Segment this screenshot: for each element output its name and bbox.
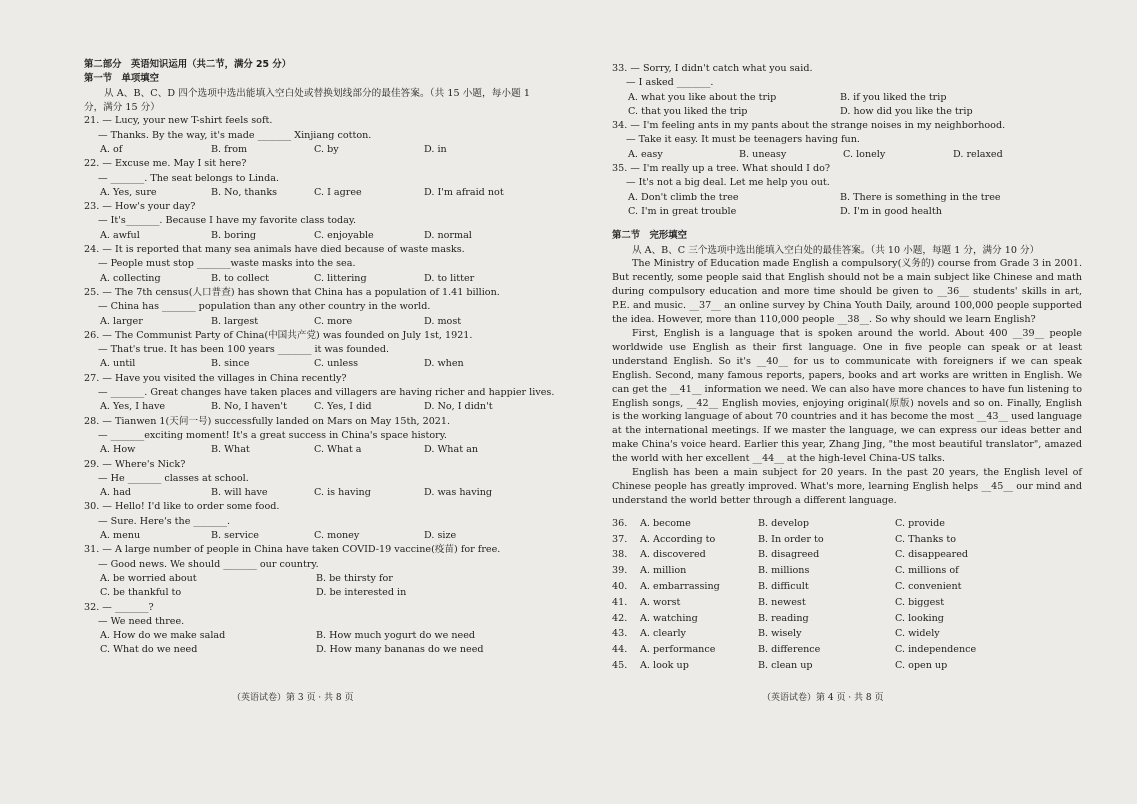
question-34: 34. — I'm feeling ants in my pants about the strange noises in my neighborhood. — Take it easy. It must be teenagers having fun. A. easy B. uneasy C. lonely D. relaxed <box>612 119 1082 162</box>
option-c[interactable]: C. unless <box>314 358 359 370</box>
instructions: 从 A、B、C、D 四个选项中选出能填入空白处或替换划线部分的最佳答案。（共 15 小题，每小题 1 分，满分 15 分） <box>84 87 530 113</box>
option-b[interactable]: B. clean up <box>758 659 813 671</box>
question-31: 31. — A large number of people in China have taken COVID-19 vaccine(疫苗) for free. — Good news. We should _______ our country. A. be worried about B. be thirsty for C. be thankful to D. be interested in <box>84 543 530 600</box>
option-d[interactable]: D. I'm afraid not <box>424 186 504 198</box>
question-32: 32. — _______? — We need three. A. How do we make salad B. How much yogurt do we need C. What do we need D. How many bananas do we need <box>84 601 530 658</box>
cloze-option-row <box>612 642 1082 658</box>
option-a[interactable]: A. million <box>640 565 687 577</box>
option-a[interactable]: A. look up <box>640 659 689 671</box>
cloze-paragraph-1: The Ministry of Education made English a compulsory(义务的) course from Grade 3 in 2001. But recently, some people said that English should not be a main subject like Chinese and math during compulsory education and more time should be given to __36__ students' skills in art, P.E. and music. __37__ an online survey by China Youth Daily, around 100,000 people supported the idea. However, more than 110,000 people __38__. So why should we learn English? <box>612 258 1082 326</box>
option-c[interactable]: C. enjoyable <box>314 229 374 241</box>
option-c[interactable]: C. more <box>314 315 353 327</box>
option-a[interactable]: A. what you like about the trip <box>628 91 777 103</box>
question-number: 44. <box>612 644 628 656</box>
option-a[interactable]: A. Yes, sure <box>100 186 157 198</box>
question-30: 30. — Hello! I'd like to order some food. — Sure. Here's the _______. A. menu B. service C. money D. size <box>84 500 530 543</box>
option-b[interactable]: B. since <box>211 358 250 370</box>
option-a[interactable]: A. had <box>100 487 132 499</box>
cloze-paragraph-2: First, English is a language that is spoken around the world. About 400 __39__ people worldwide use English as their first language. One in five people can speak or at least understand English. So it's __40__ for us to communicate with foreigners if we can speak English. Second, many famous reports, papers, books and art works are written in English. We can get the __41__ information we need. We can also have more chances to have fun listening to English songs, __42__ English movies, enjoying original(原版) novels and so on. Finally, English is the working language of about 70 countries and it has become the most __43__ used language at the international meetings. If we master the language, we can express our ideas better and make China's voice heard. Earlier this year, Zhang Jing, "the most beautiful translator", amazed the world with her excellent __44__ at the high-level China-US talks. <box>612 328 1082 465</box>
option-c[interactable]: C. Thanks to <box>895 533 956 545</box>
question-number: 37. <box>612 533 628 545</box>
question-23: 23. — How's your day? — It's_______. Because I have my favorite class today. A. awful B. boring C. enjoyable D. normal <box>84 200 530 243</box>
option-a[interactable]: A. Don't climb the tree <box>628 191 739 203</box>
option-d[interactable]: D. to litter <box>424 272 475 284</box>
option-b[interactable]: B. to collect <box>211 272 270 284</box>
section-title: 第二部分 英语知识运用（共二节，满分 25 分） <box>84 59 292 70</box>
subsection-title: 第一节 单项填空 <box>84 73 160 85</box>
question-number: 38. <box>612 549 628 561</box>
option-b[interactable]: B. difference <box>758 644 821 656</box>
option-d[interactable]: D. size <box>424 530 457 542</box>
option-d[interactable]: D. relaxed <box>953 148 1003 160</box>
option-a[interactable]: A. easy <box>628 148 663 160</box>
option-c[interactable]: C. open up <box>895 659 948 671</box>
option-b[interactable]: B. largest <box>211 315 259 327</box>
option-d[interactable]: D. How many bananas do we need <box>316 644 484 656</box>
option-a[interactable]: A. embarrassing <box>640 580 720 592</box>
option-c[interactable]: C. disappeared <box>895 549 969 561</box>
option-a[interactable]: A. until <box>100 358 136 370</box>
question-22: 22. — Excuse me. May I sit here? — _______. The seat belongs to Linda. A. Yes, sure B. No, thanks C. I agree D. I'm afraid not <box>84 157 530 200</box>
option-b[interactable]: B. reading <box>758 612 809 624</box>
question-number: 42. <box>612 612 628 624</box>
right-column <box>612 62 1082 674</box>
option-d[interactable]: D. I'm in good health <box>840 205 942 217</box>
question-number: 39. <box>612 565 628 577</box>
option-d[interactable]: D. be interested in <box>316 587 407 599</box>
cloze-option-row <box>612 658 1082 674</box>
option-b[interactable]: B. wisely <box>758 628 802 640</box>
option-c[interactable]: C. littering <box>314 272 367 284</box>
option-b[interactable]: B. difficult <box>758 580 809 592</box>
option-d[interactable]: D. What an <box>424 444 479 456</box>
option-b[interactable]: B. No, thanks <box>211 186 278 198</box>
option-d[interactable]: D. in <box>424 144 447 155</box>
option-c[interactable]: C. looking <box>895 612 944 624</box>
cloze-option-row <box>612 563 1082 579</box>
cloze-instructions: 从 A、B、C 三个选项中选出能填入空白处的最佳答案。（共 10 小题，每题 1 分，满分 10 分） <box>632 244 1040 256</box>
option-a[interactable]: A. worst <box>640 596 681 608</box>
cloze-option-row <box>612 595 1082 611</box>
left-column <box>84 58 555 658</box>
option-b[interactable]: B. if you liked the trip <box>840 91 947 103</box>
page-footer-right: （英语试卷）第 4 页 · 共 8 页 <box>762 693 884 703</box>
option-a[interactable]: A. collecting <box>100 272 161 284</box>
option-c[interactable]: C. provide <box>895 517 945 529</box>
question-number: 36. <box>612 517 628 529</box>
option-a[interactable]: A. become <box>640 517 691 529</box>
option-d[interactable]: D. was having <box>424 487 493 499</box>
option-b[interactable]: B. What <box>211 444 250 456</box>
question-29: 29. — Where's Nick? — He _______ classes at school. A. had B. will have C. is having D. was having <box>84 458 530 501</box>
option-b[interactable]: B. In order to <box>758 533 824 545</box>
question-28: 28. — Tianwen 1(天问一号) successfully landed on Mars on May 15th, 2021. — _______exciting moment! It's a great success in China's space history. A. How B. What C. What a D. What an <box>84 415 530 458</box>
option-b[interactable]: B. uneasy <box>739 148 787 160</box>
option-a[interactable]: A. be worried about <box>100 572 197 584</box>
cloze-options <box>612 516 1082 674</box>
option-c[interactable]: C. by <box>314 144 339 155</box>
option-d[interactable]: D. No, I didn't <box>424 401 493 413</box>
option-c[interactable]: C. biggest <box>895 596 945 608</box>
option-c[interactable]: C. money <box>314 530 360 542</box>
option-d[interactable]: D. how did you like the trip <box>840 105 973 117</box>
option-c[interactable]: C. widely <box>895 628 940 640</box>
option-c[interactable]: C. convenient <box>895 580 962 592</box>
question-26: 26. — The Communist Party of China(中国共产党) was founded on July 1st, 1921. — That's true. It has been 100 years _______ it was founded. A. until B. since C. unless D. when <box>84 329 530 372</box>
subsection-title-cloze: 第二节 完形填空 <box>612 230 688 242</box>
option-c[interactable]: C. be thankful to <box>100 587 182 599</box>
question-35: 35. — I'm really up a tree. What should I do? — It's not a big deal. Let me help you out. A. Don't climb the tree B. There is something in the tree C. I'm in great trouble D. I'm in good health <box>612 162 1082 219</box>
option-a[interactable]: A. menu <box>100 530 141 542</box>
option-b[interactable]: B. will have <box>211 487 268 499</box>
option-b[interactable]: B. service <box>211 530 259 542</box>
question-21: 21. — Lucy, your new T-shirt feels soft. — Thanks. By the way, it's made _______ Xinjiang cotton. A. of B. from C. by D. in <box>84 114 530 157</box>
page-footer-left: （英语试卷）第 3 页 · 共 8 页 <box>232 693 354 703</box>
option-a[interactable]: A. How do we make salad <box>100 630 226 642</box>
question-27: 27. — Have you visited the villages in China recently? — _______. Great changes have taken places and villagers are having richer and happier lives. A. Yes, I have B. No, I haven't C. Yes, I did D. No, I didn't <box>84 372 530 415</box>
question-number: 40. <box>612 580 628 592</box>
option-b[interactable]: B. millions <box>758 565 810 577</box>
cloze-paragraph-3: English has been a main subject for 20 years. In the past 20 years, the English level of Chinese people has greatly improved. What's more, learning English helps __45__ our mind and understand the world better through a different language. <box>612 467 1082 506</box>
option-c[interactable]: C. What do we need <box>100 644 198 656</box>
option-b[interactable]: B. disagreed <box>758 549 820 561</box>
option-d[interactable]: D. when <box>424 358 464 370</box>
option-b[interactable]: B. No, I haven't <box>211 401 287 413</box>
option-a[interactable]: A. larger <box>100 315 143 327</box>
option-c[interactable]: C. lonely <box>843 148 886 160</box>
option-b[interactable]: B. be thirsty for <box>316 572 393 584</box>
option-a[interactable]: A. Yes, I have <box>100 401 166 413</box>
question-number: 45. <box>612 659 628 671</box>
option-d[interactable]: D. most <box>424 315 462 327</box>
option-a[interactable]: A. discovered <box>640 549 706 561</box>
question-24: 24. — It is reported that many sea animals have died because of waste masks. — People must stop _______waste masks into the sea. A. collecting B. to collect C. littering D. to litter <box>84 243 530 286</box>
option-b[interactable]: B. How much yogurt do we need <box>316 630 476 642</box>
cloze-option-row <box>612 611 1082 627</box>
option-a[interactable]: A. How <box>100 444 136 456</box>
option-c[interactable]: C. What a <box>314 444 362 456</box>
cloze-option-row <box>612 547 1082 563</box>
question-number: 41. <box>612 596 628 608</box>
cloze-option-row <box>612 532 1082 548</box>
option-b[interactable]: B. There is something in the tree <box>840 191 1001 203</box>
option-c[interactable]: C. that you liked the trip <box>628 105 748 117</box>
option-c[interactable]: C. Yes, I did <box>314 401 372 413</box>
option-a[interactable]: A. watching <box>640 612 698 624</box>
option-d[interactable]: D. normal <box>424 229 472 241</box>
question-number: 43. <box>612 628 628 640</box>
option-c[interactable]: C. independence <box>895 644 977 656</box>
option-c[interactable]: C. is having <box>314 487 371 499</box>
option-a[interactable]: A. clearly <box>640 628 686 640</box>
option-a[interactable]: A. awful <box>100 229 140 241</box>
option-c[interactable]: C. I'm in great trouble <box>628 205 737 217</box>
option-b[interactable]: B. boring <box>211 229 257 241</box>
cloze-option-row <box>612 626 1082 642</box>
option-a[interactable]: A. of <box>100 144 123 155</box>
cloze-option-row <box>612 579 1082 595</box>
option-b[interactable]: B. develop <box>758 517 810 529</box>
option-a[interactable]: A. performance <box>640 644 716 656</box>
option-b[interactable]: B. newest <box>758 596 806 608</box>
option-a[interactable]: A. According to <box>640 533 716 545</box>
question-33: 33. — Sorry, I didn't catch what you said. — I asked _______. A. what you like about the trip B. if you liked the trip C. that you liked the trip D. how did you like the trip <box>612 62 1082 119</box>
option-c[interactable]: C. millions of <box>895 565 959 577</box>
cloze-option-row <box>612 516 1082 532</box>
option-c[interactable]: C. I agree <box>314 186 362 198</box>
question-25: 25. — The 7th census(人口普查) has shown that China has a population of 1.41 billion. — China has _______ population than any other country in the world. A. larger B. largest C. more D. most <box>84 286 530 329</box>
option-b[interactable]: B. from <box>211 144 248 155</box>
